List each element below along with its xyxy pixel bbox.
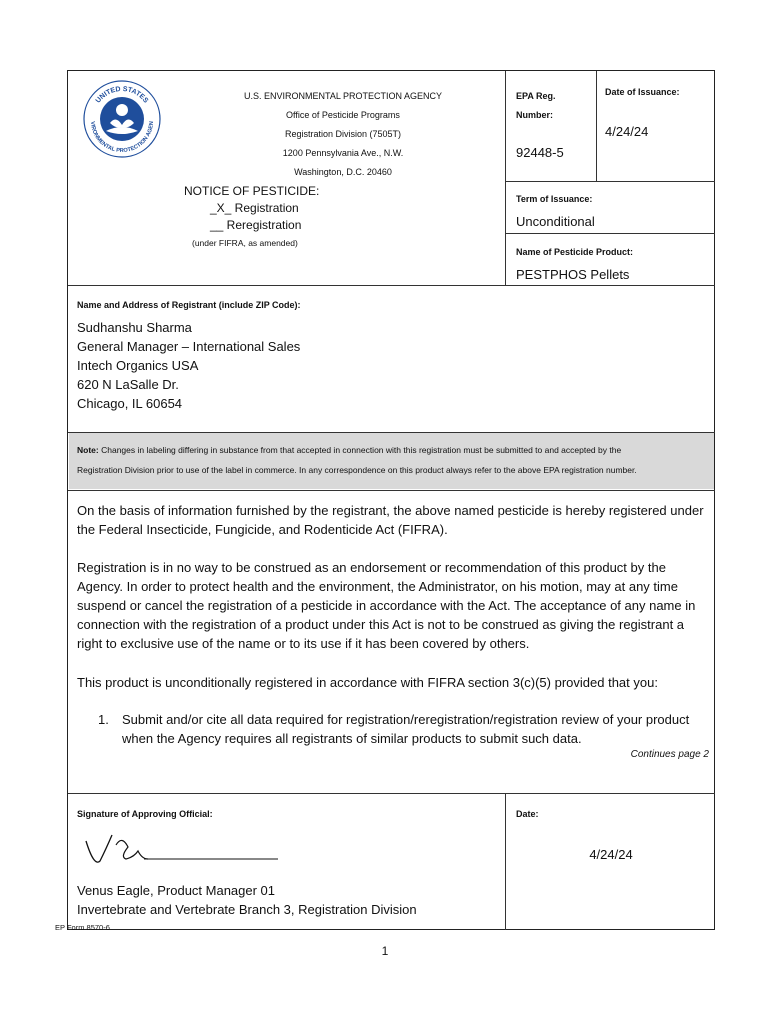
continues-page-note: Continues page 2 <box>630 749 709 760</box>
body-paragraph-1: On the basis of information furnished by the registrant, the above named pesticide is hereby registered under the Federal Insecticide, Fungicide, and Rodenticide Act (FIFRA). <box>77 503 704 537</box>
registration-notice-form <box>67 70 715 930</box>
signature-block <box>77 881 417 919</box>
registrant-name: Sudhanshu Sharma <box>77 320 192 335</box>
notice-under-fifra: (under FIFRA, as amended) <box>192 238 298 248</box>
issuance-date-value: 4/24/24 <box>605 124 649 139</box>
form-id: EP Form 8570-6 <box>55 923 110 932</box>
page-number: 1 <box>381 944 389 958</box>
agency-header <box>218 87 468 182</box>
seal-top-text: UNITED STATES <box>94 85 150 105</box>
issuance-date-label: Date of Issuance: <box>605 87 680 97</box>
agency-street: 1200 Pennsylvania Ave., N.W. <box>282 148 404 158</box>
term-label: Term of Issuance: <box>516 194 593 204</box>
signature-label: Signature of Approving Official: <box>77 809 213 819</box>
note-band <box>69 433 714 489</box>
agency-office: Office of Pesticide Programs <box>286 110 400 120</box>
product-name: PESTPHOS Pellets <box>516 267 630 282</box>
body-paragraph-2: Registration is in no way to be construed as an endorsement or recommendation of this product by the Agency. In order to protect health and the environment, the Administrator, on his motion, may at any time suspend or cancel the registration of a pesticide in accordance with the Act. The acceptance of any name in connection with the registration of a product under this Act is not to be construed as giving the registrant a right to exclusive use of the name or to its use if it has been covered by others. <box>77 560 696 651</box>
body-paragraph-3: This product is unconditionally registered in accordance with FIFRA section 3(c)(5) provided that you: <box>77 675 658 690</box>
list-item-number: 1. <box>98 712 109 727</box>
agency-city: Washington, D.C. 20460 <box>294 167 392 177</box>
notice-title: NOTICE OF PESTICIDE: <box>184 184 320 198</box>
signer-name: Venus Eagle, Product Manager 01 <box>77 883 276 898</box>
agency-division: Registration Division (7505T) <box>284 129 402 139</box>
agency-name: U.S. ENVIRONMENTAL PROTECTION AGENCY <box>243 91 443 101</box>
note-line2: Registration Division prior to use of the label in commerce. In any correspondence on this product always refer to the above EPA registration number. <box>77 465 637 475</box>
date-value: 4/24/24 <box>589 847 633 862</box>
term-value: Unconditional <box>516 214 595 229</box>
date-label: Date: <box>516 809 539 819</box>
notice-registration: _X_ Registration <box>210 201 299 215</box>
registrant-title: General Manager – International Sales <box>77 339 301 354</box>
registrant-company: Intech Organics USA <box>77 358 199 373</box>
list-item-1: Submit and/or cite all data required for registration/reregistration/registration review of your product when the Agency requires all registrants of similar products to submit such data. <box>122 712 690 746</box>
registrant-label: Name and Address of Registrant (include ZIP Code): <box>77 300 301 310</box>
epa-reg-label: EPA Reg. Number: <box>516 91 556 120</box>
registrant-street: 620 N LaSalle Dr. <box>77 377 179 392</box>
seal-bottom-text: VIRONMENTAL PROTECTION AGEN <box>88 121 156 155</box>
signature-image <box>82 827 282 869</box>
registrant-city: Chicago, IL 60654 <box>77 396 183 411</box>
epa-reg-number: 92448-5 <box>516 145 564 160</box>
epa-seal-icon <box>82 79 162 159</box>
product-label: Name of Pesticide Product: <box>516 247 634 257</box>
notice-block <box>184 183 319 234</box>
note-line1: Note: Changes in labeling differing in substance from that accepted in connection with this registration must be submitted to and accepted by the <box>77 445 622 455</box>
notice-reregistration: __ Reregistration <box>210 218 302 232</box>
registrant-address <box>77 318 300 413</box>
signer-branch: Invertebrate and Vertebrate Branch 3, Registration Division <box>77 902 417 917</box>
